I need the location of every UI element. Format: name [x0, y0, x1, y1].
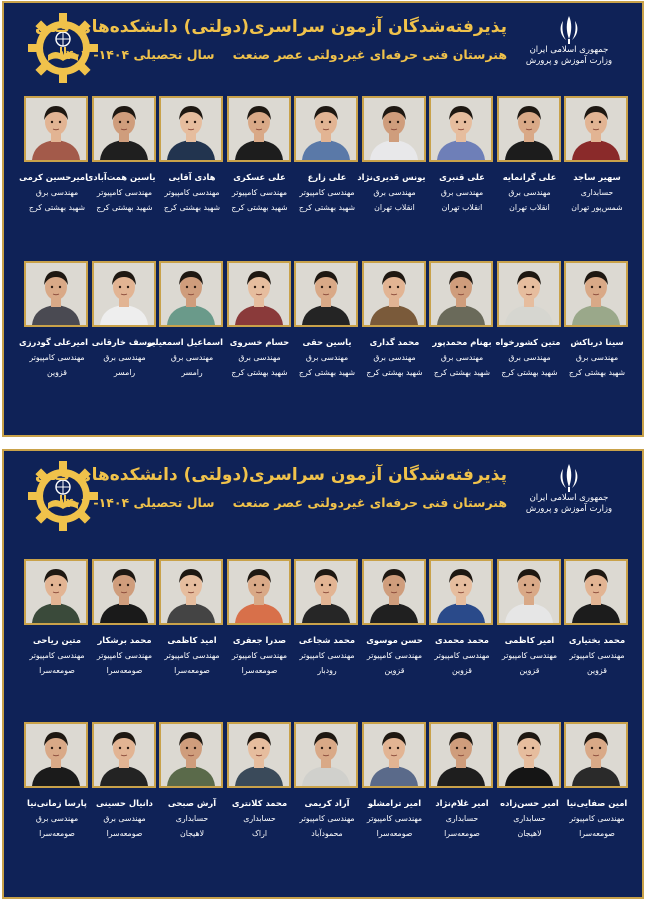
academic-year: سال تحصیلی ۱۴۰۴- ۱۴۰۳ [58, 47, 215, 62]
student-card [296, 722, 358, 839]
student-major: مهندسی کامپیوتر [434, 651, 490, 660]
student-school-city: لاهیجان [179, 829, 205, 838]
student-name: هادی آقایی [168, 172, 216, 182]
student-card [499, 722, 561, 839]
student-school-city: شهید بهشتی کرج [298, 203, 356, 212]
student-portrait-icon [26, 263, 86, 325]
student-major: مهندسی کامپیوتر [96, 188, 153, 197]
student-card [146, 261, 223, 378]
student-portrait-icon [229, 724, 289, 786]
student-school-city: قزوین [47, 368, 67, 377]
student-grid-row-2 [18, 261, 628, 378]
ministry-emblem [524, 13, 614, 83]
academic-year: سال تحصیلی ۱۴۰۴- ۱۴۰۳ [58, 495, 215, 510]
student-photo [294, 722, 358, 788]
poster-subtitle [58, 495, 507, 510]
student-card [566, 559, 628, 676]
student-portrait-icon [229, 98, 289, 160]
student-name: علی قنبری [439, 172, 485, 182]
poster-panel-2 [2, 449, 644, 899]
student-name: محمد گداری [369, 337, 420, 347]
student-portrait-icon [566, 724, 626, 786]
student-portrait-icon [431, 263, 491, 325]
student-major: مهندسی کامپیوتر [569, 651, 625, 660]
student-photo [227, 722, 291, 788]
poster-subtitle [58, 47, 507, 62]
student-photo [497, 261, 561, 327]
student-major: مهندسی برق [373, 353, 416, 362]
student-portrait-icon [161, 263, 221, 325]
student-major: مهندسی برق [373, 188, 416, 197]
student-photo [24, 722, 88, 788]
student-portrait-icon [296, 561, 356, 623]
student-major: حسابداری [445, 814, 479, 823]
student-name: امیر حسن‌زاده [500, 798, 559, 808]
student-name: آرش صبحی [167, 798, 217, 808]
student-photo [227, 261, 291, 327]
student-name: حسام خسروی [229, 337, 290, 347]
student-major: مهندسی برق [575, 353, 619, 362]
student-major: مهندسی برق [238, 353, 281, 362]
student-card [495, 261, 561, 378]
student-portrait-icon [229, 561, 289, 623]
student-portrait-icon [364, 263, 424, 325]
student-photo [24, 559, 88, 625]
student-name: امیرعلی گودرزی [19, 337, 88, 347]
student-name: محمد بختیاری [568, 635, 626, 645]
student-major: مهندسی کامپیوتر [96, 651, 153, 660]
student-major: مهندسی برق [508, 353, 551, 362]
student-photo [362, 722, 426, 788]
student-photo [564, 261, 628, 327]
student-photo [159, 96, 223, 162]
student-school-city: صومعه‌سرا [241, 666, 278, 675]
student-major: حسابداری [243, 814, 276, 823]
student-photo [92, 261, 156, 327]
student-name: امیرحسین کرمی [19, 172, 88, 182]
student-major: مهندسی کامپیوتر [164, 188, 220, 197]
student-major: مهندسی برق [508, 188, 551, 197]
student-school-city: شهید بهشتی کرج [433, 368, 491, 377]
student-school-city: شهید بهشتی کرج [231, 203, 288, 212]
student-card [161, 722, 223, 839]
student-portrait-icon [26, 98, 86, 160]
student-card [431, 96, 493, 213]
student-major: مهندسی کامپیوتر [366, 814, 423, 823]
student-school-city: شهید بهشتی کرج [366, 368, 423, 377]
student-grid-row-1 [18, 96, 628, 213]
student-photo [92, 559, 156, 625]
student-school-city: رودبار [317, 666, 337, 675]
student-card [229, 96, 291, 213]
student-card [229, 722, 291, 839]
student-portrait-icon [296, 98, 356, 160]
student-card [566, 722, 628, 839]
poster-header [4, 451, 642, 537]
student-major: مهندسی کامپیوتر [366, 651, 423, 660]
student-school-city: شهید بهشتی کرج [96, 203, 153, 212]
student-card [499, 559, 561, 676]
student-school-city: شهید بهشتی کرج [28, 203, 86, 212]
student-card [94, 722, 156, 839]
student-card [296, 261, 358, 378]
student-school-city: رامسر [181, 368, 203, 377]
student-school-city: صومعه‌سرا [106, 829, 143, 838]
student-card [357, 96, 426, 213]
student-name: یونس قدیری‌نژاد [357, 172, 426, 182]
student-name: امیر غلام‌نژاد [435, 798, 489, 808]
student-photo [294, 559, 358, 625]
student-major: مهندسی کامپیوتر [29, 353, 85, 362]
student-photo [497, 96, 561, 162]
student-portrait-icon [94, 724, 154, 786]
student-photo [564, 96, 628, 162]
student-major: مهندسی برق [440, 353, 484, 362]
student-photo [24, 96, 88, 162]
student-photo [227, 559, 291, 625]
student-portrait-icon [431, 561, 491, 623]
student-photo [294, 96, 358, 162]
student-school-city: صومعه‌سرا [106, 666, 143, 675]
student-card [364, 261, 426, 378]
student-card [566, 96, 628, 213]
student-card [364, 722, 426, 839]
student-portrait-icon [566, 561, 626, 623]
student-school-city: انقلاب تهران [441, 203, 483, 212]
student-major: مهندسی کامپیوتر [501, 651, 558, 660]
poster-title: پذیرفته‌شدگان آزمون سراسری(دولتی) دانشکده‌های فنی [34, 465, 507, 485]
student-portrait-icon [499, 263, 559, 325]
student-school-city: رامسر [113, 368, 136, 377]
student-major: مهندسی برق [170, 353, 214, 362]
student-major: مهندسی برق [440, 188, 484, 197]
student-school-city: قزوین [519, 666, 540, 675]
student-card [566, 261, 628, 378]
student-major: حسابداری [580, 188, 614, 197]
student-major: مهندسی کامپیوتر [299, 814, 355, 823]
student-name: امید کاظمی [167, 635, 217, 645]
student-portrait-icon [161, 724, 221, 786]
student-name: بهنام محمدپور [432, 337, 492, 347]
student-school-city: لاهیجان [517, 829, 542, 838]
student-photo [564, 722, 628, 788]
student-grid-row-2 [18, 722, 628, 839]
student-card [26, 559, 88, 676]
student-photo [429, 261, 493, 327]
student-name: متین ریاحی [32, 635, 82, 645]
student-photo [429, 559, 493, 625]
student-school-city: قزوین [452, 666, 472, 675]
student-school-city: محمودآباد [311, 829, 343, 838]
student-photo [92, 722, 156, 788]
student-portrait-icon [364, 561, 424, 623]
student-major: مهندسی کامپیوتر [299, 651, 355, 660]
student-photo [92, 96, 156, 162]
student-card [229, 261, 291, 378]
student-name: سهیر ساجد [573, 172, 621, 182]
student-card [26, 722, 88, 839]
student-name: امین صفایی‌نیا [566, 798, 628, 808]
student-portrait-icon [161, 561, 221, 623]
student-card [94, 559, 156, 676]
student-name: علی زارع [307, 172, 347, 182]
student-photo [362, 261, 426, 327]
student-major: مهندسی کامپیوتر [231, 651, 288, 660]
student-card [431, 261, 493, 378]
student-school-city: قزوین [587, 666, 607, 675]
student-school-city: اراک [251, 829, 268, 838]
student-grid-row-1 [18, 559, 628, 676]
student-portrait-icon [296, 724, 356, 786]
student-card [296, 96, 358, 213]
student-major: مهندسی برق [305, 353, 349, 362]
student-portrait-icon [26, 724, 86, 786]
student-name: علی عسکری [233, 172, 286, 182]
student-portrait-icon [161, 98, 221, 160]
student-portrait-icon [499, 724, 559, 786]
student-major: مهندسی برق [103, 353, 146, 362]
student-major: مهندسی کامپیوتر [164, 651, 220, 660]
student-card [296, 559, 358, 676]
student-card [431, 722, 493, 839]
student-name: یوسف خارقانی [91, 337, 156, 347]
student-school-city: شهید بهشتی کرج [163, 203, 221, 212]
emblem-line-2: وزارت آموزش و پرورش [525, 504, 613, 514]
student-name: یاسین همت‌آبادی [85, 172, 156, 182]
student-major: مهندسی کامپیوتر [29, 651, 85, 660]
student-portrait-icon [296, 263, 356, 325]
student-photo [159, 261, 223, 327]
student-portrait-icon [229, 263, 289, 325]
student-card [229, 559, 291, 676]
school-name: هنرستان فنی حرفه‌ای غیردولتی عصر صنعت [232, 495, 507, 510]
student-major: مهندسی کامپیوتر [569, 814, 625, 823]
student-school-city: شمس‌پور تهران [571, 203, 623, 212]
student-card [161, 96, 223, 213]
student-major: حسابداری [175, 814, 209, 823]
student-portrait-icon [566, 263, 626, 325]
student-name: دانیال حسینی [96, 798, 153, 808]
student-name: آراد کریمی [304, 798, 350, 808]
student-portrait-icon [94, 561, 154, 623]
student-major: مهندسی برق [35, 814, 79, 823]
student-school-city: صومعه‌سرا [39, 829, 75, 838]
student-name: اسماعیل اسمعیلی [146, 337, 223, 347]
student-school-city: صومعه‌سرا [174, 666, 210, 675]
student-name: متین کشورخواه [495, 337, 561, 347]
student-photo [294, 261, 358, 327]
student-photo [24, 261, 88, 327]
student-school-city: شهید بهشتی کرج [298, 368, 356, 377]
student-portrait-icon [499, 561, 559, 623]
student-school-city: شهید بهشتی کرج [231, 368, 288, 377]
student-school-city: شهید بهشتی کرج [568, 368, 626, 377]
student-name: صدرا جعفری [232, 635, 287, 645]
student-photo [429, 96, 493, 162]
student-portrait-icon [364, 98, 424, 160]
student-card [431, 559, 493, 676]
student-portrait-icon [26, 561, 86, 623]
school-name: هنرستان فنی حرفه‌ای غیردولتی عصر صنعت [232, 47, 507, 62]
student-portrait-icon [499, 98, 559, 160]
student-photo [362, 96, 426, 162]
student-major: حسابداری [513, 814, 546, 823]
student-card [19, 261, 88, 378]
iran-emblem-icon [554, 13, 584, 45]
student-major: مهندسی برق [103, 814, 146, 823]
student-photo [497, 722, 561, 788]
student-portrait-icon [566, 98, 626, 160]
student-school-city: صومعه‌سرا [376, 829, 413, 838]
student-name: علی گرانمایه [502, 172, 557, 182]
student-photo [429, 722, 493, 788]
student-name: پارسا زمانی‌نیا [27, 798, 87, 808]
student-name: سینا درباکش [570, 337, 624, 347]
student-school-city: صومعه‌سرا [579, 829, 615, 838]
emblem-line-2: وزارت آموزش و پرورش [525, 56, 613, 66]
student-photo [564, 559, 628, 625]
student-major: مهندسی کامپیوتر [299, 188, 355, 197]
emblem-line-1: جمهوری اسلامی ایران [529, 493, 609, 503]
student-card [19, 96, 88, 213]
student-name: محمد محمدی [435, 635, 489, 645]
student-school-city: شهید بهشتی کرج [501, 368, 558, 377]
student-name: محمد برشکار [97, 635, 152, 645]
student-name: امیر کاظمی [504, 635, 555, 645]
student-portrait-icon [364, 724, 424, 786]
student-name: یاسین حقی [302, 337, 352, 347]
student-portrait-icon [94, 263, 154, 325]
student-school-city: قزوین [384, 666, 405, 675]
student-major: مهندسی کامپیوتر [231, 188, 288, 197]
student-photo [159, 559, 223, 625]
student-portrait-icon [94, 98, 154, 160]
poster-title: پذیرفته‌شدگان آزمون سراسری(دولتی) دانشکده‌های فنی [34, 17, 507, 37]
student-card [85, 96, 156, 213]
iran-emblem-icon [554, 461, 584, 493]
student-photo [227, 96, 291, 162]
student-school-city: صومعه‌سرا [39, 666, 75, 675]
student-name: حسن موسوی [366, 635, 423, 645]
emblem-line-1: جمهوری اسلامی ایران [529, 45, 609, 55]
student-card [161, 559, 223, 676]
student-name: محمد کلانتری [231, 798, 288, 808]
student-photo [362, 559, 426, 625]
student-card [91, 261, 156, 378]
student-portrait-icon [431, 724, 491, 786]
ministry-emblem [524, 461, 614, 531]
student-major: مهندسی برق [35, 188, 79, 197]
student-portrait-icon [431, 98, 491, 160]
student-card [364, 559, 426, 676]
student-photo [497, 559, 561, 625]
student-card [499, 96, 561, 213]
student-school-city: انقلاب تهران [374, 203, 415, 212]
student-name: محمد شجاعی [298, 635, 356, 645]
student-photo [159, 722, 223, 788]
student-name: امیر ترامشلو [367, 798, 422, 808]
student-school-city: انقلاب تهران [509, 203, 550, 212]
poster-panel-1 [2, 1, 644, 437]
student-school-city: صومعه‌سرا [444, 829, 480, 838]
poster-header [4, 3, 642, 89]
